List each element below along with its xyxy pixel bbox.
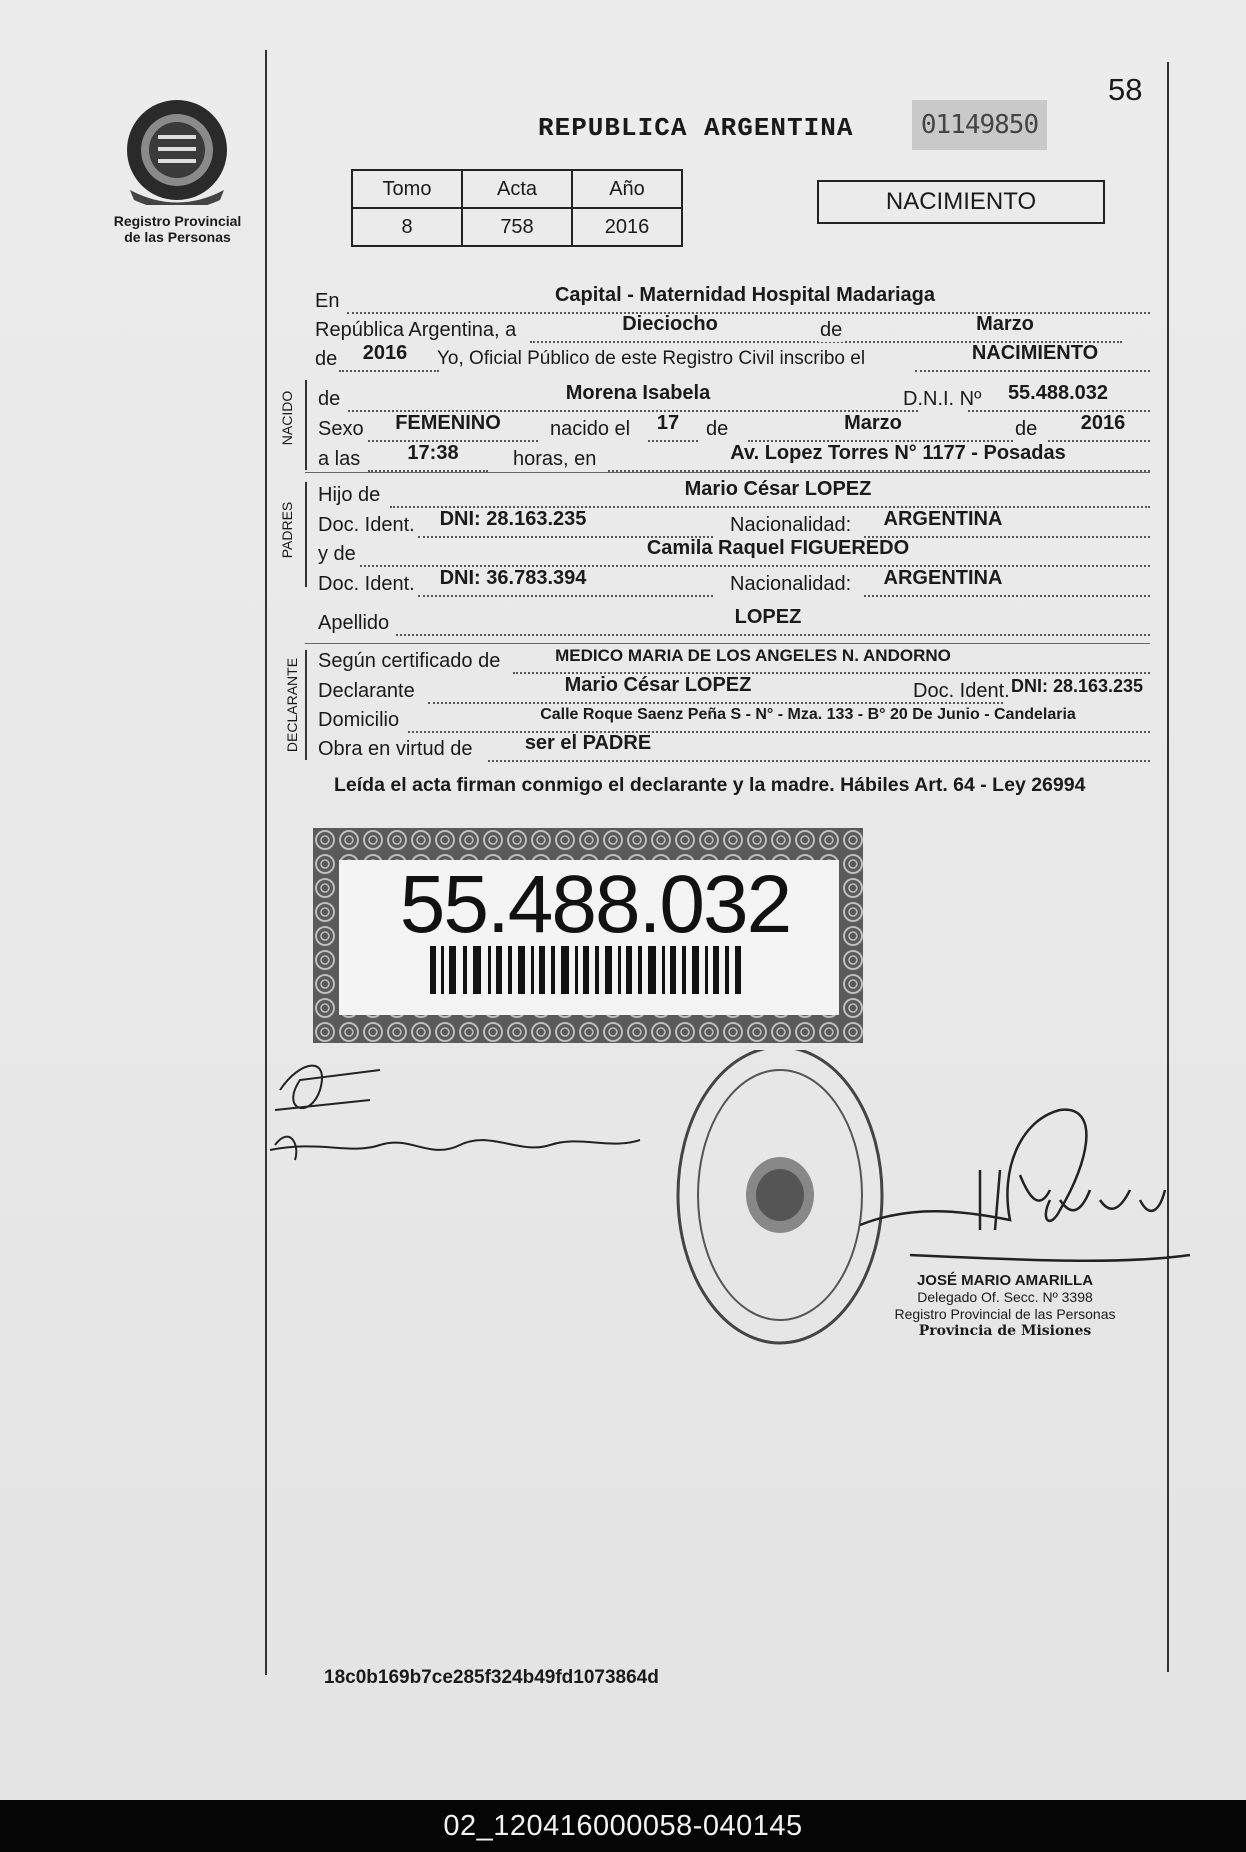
declarante-brace xyxy=(305,650,307,760)
mother-name: Camila Raquel FIGUEREDO xyxy=(646,537,910,559)
acta-value: 758 xyxy=(462,208,572,246)
a-las-label: a las xyxy=(318,448,361,470)
section-divider xyxy=(305,472,1150,473)
anio-header: Año xyxy=(572,170,682,208)
apellido-label: Apellido xyxy=(318,612,390,634)
hijo-label: Hijo de xyxy=(318,484,381,506)
declarante-section-label: DECLARANTE xyxy=(284,657,300,753)
province-seal-logo xyxy=(120,95,235,205)
declarante-doc: DNI: 28.163.235 xyxy=(1010,676,1144,696)
declarante-name: Mario César LOPEZ xyxy=(564,674,752,696)
padres-brace xyxy=(305,482,307,587)
child-dni: 55.488.032 xyxy=(1007,382,1109,404)
father-nat-label: Nacionalidad: xyxy=(730,514,852,536)
padres-line-4 xyxy=(318,567,1150,601)
de-label-3: de xyxy=(1015,418,1038,440)
father-nationality: ARGENTINA xyxy=(883,508,1003,530)
declarante-label: Declarante xyxy=(318,680,415,702)
month-value: Marzo xyxy=(976,313,1034,335)
anio-value: 2016 xyxy=(572,208,682,246)
sexo-value: FEMENINO xyxy=(395,412,501,434)
domicilio-label: Domicilio xyxy=(318,709,400,731)
father-doc-label: Doc. Ident. xyxy=(318,514,415,536)
dni-card-number: 55.488.032 xyxy=(399,859,791,950)
mother-nationality: ARGENTINA xyxy=(883,567,1003,589)
official-role: Delegado Of. Secc. Nº 3398 xyxy=(917,1289,1093,1305)
closing-note: Leída el acta firman conmigo el declarante y la madre. Hábiles Art. 64 - Ley 26994 xyxy=(334,774,1086,796)
registry-line2: de las Personas xyxy=(124,229,231,245)
act-type-value: NACIMIENTO xyxy=(971,342,1099,364)
barcode-icon xyxy=(430,946,741,994)
page-number: 58 xyxy=(1108,72,1143,107)
registry-line1: Registro Provincial xyxy=(113,213,242,229)
place-value: Capital - Maternidad Hospital Madariaga xyxy=(554,284,936,306)
birth-place: Av. Lopez Torres N° 1177 - Posadas xyxy=(730,442,1066,464)
dni-label: D.N.I. Nº xyxy=(903,388,982,410)
birth-month: Marzo xyxy=(844,412,902,434)
sexo-label: Sexo xyxy=(318,418,364,440)
serial-number: 01149850 xyxy=(912,100,1047,150)
registry-label xyxy=(95,213,260,245)
official-name: JOSÉ MARIO AMARILLA xyxy=(916,1272,1094,1289)
en-label: En xyxy=(315,290,340,312)
document-hash: 18c0b169b7ce285f324b49fd1073864d xyxy=(324,1667,659,1688)
official-province: Provincia de Misiones xyxy=(918,1323,1092,1339)
acta-header: Acta xyxy=(462,170,572,208)
left-margin-line xyxy=(265,50,267,1675)
right-margin-line xyxy=(1167,62,1169,1672)
apellido-value: LOPEZ xyxy=(734,606,802,628)
father-doc: DNI: 28.163.235 xyxy=(439,508,587,530)
de-label: de xyxy=(820,319,843,341)
birth-time: 17:38 xyxy=(407,442,459,464)
official-registry: Registro Provincial de las Personas xyxy=(894,1306,1116,1322)
tomo-header: Tomo xyxy=(352,170,462,208)
father-name: Mario César LOPEZ xyxy=(684,478,872,500)
padres-section-label: PADRES xyxy=(279,501,295,559)
official-signature xyxy=(860,1110,1190,1261)
declarante-doc-label: Doc. Ident. xyxy=(913,680,1010,702)
record-type-box: NACIMIENTO xyxy=(817,180,1105,224)
obra-label: Obra en virtud de xyxy=(318,738,473,760)
official-stamp xyxy=(678,1050,882,1343)
mother-doc-label: Doc. Ident. xyxy=(318,573,415,595)
section-divider xyxy=(305,643,1150,644)
birth-day: 17 xyxy=(656,412,680,434)
mother-nat-label: Nacionalidad: xyxy=(730,573,852,595)
apellido-line xyxy=(318,606,1150,640)
declarante-line-4 xyxy=(318,732,1150,766)
address-value: Calle Roque Saenz Peña S - N° - Mza. 133 - B° 20 De Junio - Candelaria xyxy=(540,706,1076,723)
intro-line-3 xyxy=(315,342,1150,376)
mother-doc: DNI: 36.783.394 xyxy=(439,567,587,589)
de-label-2: de xyxy=(706,418,729,440)
republic-label: República Argentina, a xyxy=(315,319,517,341)
cert-label: Según certificado de xyxy=(318,650,501,672)
de-label: de xyxy=(318,388,341,410)
nacido-section-label: NACIDO xyxy=(279,390,295,446)
nacido-el-label: nacido el xyxy=(550,418,631,440)
declarante-line-3 xyxy=(318,706,1150,737)
obra-value: ser el PADRE xyxy=(524,732,652,754)
scan-footer-id: 02_120416000058-040145 xyxy=(0,1800,1246,1852)
horas-label: horas, en xyxy=(513,448,597,470)
year-prefix: de xyxy=(315,348,338,370)
cert-value: MEDICO MARIA DE LOS ANGELES N. ANDORNO xyxy=(555,646,951,665)
year-value: 2016 xyxy=(362,342,408,364)
declarante-line-2 xyxy=(318,674,1150,708)
record-table xyxy=(351,169,683,247)
tomo-value: 8 xyxy=(352,208,462,246)
day-value: Dieciocho xyxy=(622,313,718,335)
birth-year: 2016 xyxy=(1080,412,1126,434)
officer-text: Yo, Oficial Público de este Registro Civil inscribo el xyxy=(437,348,866,369)
official-block xyxy=(880,1272,1130,1340)
country-title: REPUBLICA ARGENTINA xyxy=(538,113,854,143)
nacido-brace xyxy=(305,380,307,470)
child-name: Morena Isabela xyxy=(565,382,711,404)
y-de-label: y de xyxy=(318,543,356,565)
